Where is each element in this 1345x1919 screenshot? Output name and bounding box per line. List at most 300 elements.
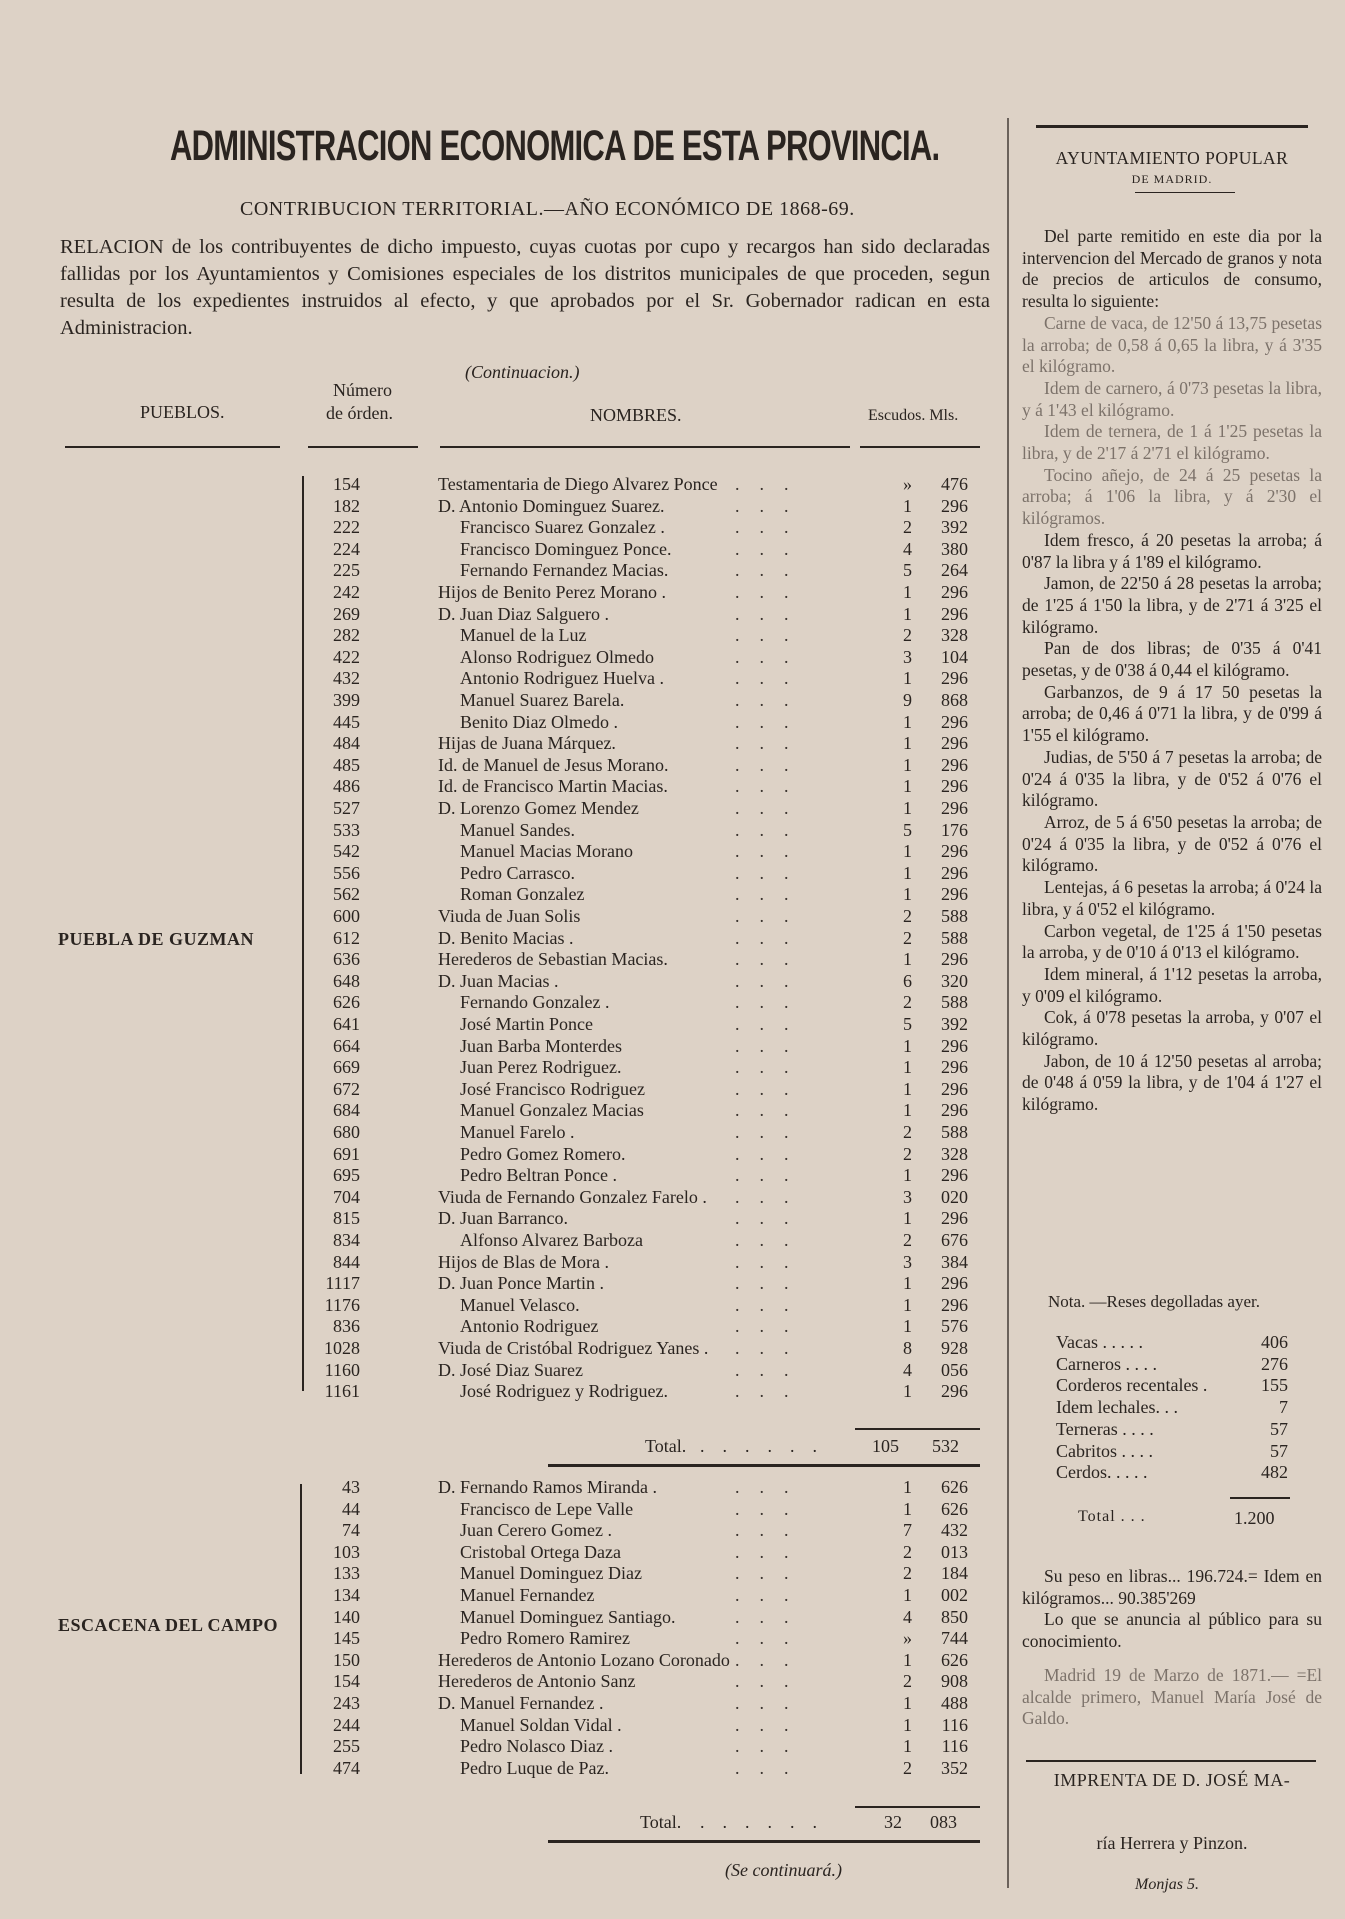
- escudos-value: 3: [903, 1251, 912, 1272]
- right-subtitle: DE MADRID.: [1131, 172, 1213, 186]
- contributor-name: Juan Cerero Gomez .: [460, 1520, 612, 1541]
- leader-dots: ...: [735, 1477, 809, 1497]
- milesimas-value: 296: [941, 1273, 968, 1294]
- total-escudos: 105: [872, 1436, 899, 1456]
- contributor-name: Cristobal Ortega Daza: [460, 1541, 621, 1562]
- leader-dots: ...: [735, 1078, 809, 1099]
- milesimas-value: 013: [941, 1541, 968, 1562]
- escudos-value: 2: [903, 906, 912, 926]
- milesimas-value: 432: [941, 1520, 968, 1541]
- report-paragraph: Del parte remitido en este dia por la intervencion del Mercado de granos y nota de precios de articulos de consumo, resulta lo siguiente:: [1022, 226, 1322, 312]
- escudos-value: 1: [903, 668, 912, 689]
- header-pueblos: PUEBLOS.: [140, 402, 225, 422]
- leader-dots: ...: [735, 1230, 809, 1250]
- escudos-value: 9: [903, 690, 912, 710]
- order-number: 704: [333, 1186, 360, 1207]
- leader-dots: ...: [735, 949, 809, 970]
- milesimas-value: 476: [941, 474, 968, 494]
- milesimas-value: 184: [941, 1563, 968, 1584]
- contributor-name: Francisco Suarez Gonzalez .: [460, 517, 665, 538]
- escudos-value: 6: [903, 970, 912, 991]
- milesimas-value: 576: [941, 1316, 968, 1337]
- order-number: 225: [333, 560, 360, 581]
- escudos-value: 1: [903, 1585, 912, 1605]
- milesimas-value: 676: [941, 1230, 968, 1250]
- header-rule: [308, 446, 418, 448]
- order-number: 432: [333, 668, 360, 689]
- escudos-value: 2: [903, 625, 912, 646]
- leader-dots: ...: [735, 1035, 809, 1056]
- leader-dots: ...: [735, 1498, 809, 1519]
- leader-dots: ...: [735, 1359, 809, 1380]
- milesimas-value: 392: [941, 1014, 968, 1034]
- order-number: 562: [333, 884, 360, 905]
- town-escacena-del-campo: ESCACENA DEL CAMPO: [58, 1615, 279, 1635]
- leader-dots: ...: [735, 1757, 809, 1778]
- milesimas-value: 296: [941, 582, 968, 602]
- escudos-value: 1: [903, 1208, 912, 1229]
- milesimas-value: 626: [941, 1498, 968, 1519]
- order-number: 133: [333, 1563, 360, 1584]
- order-number: 527: [333, 798, 360, 818]
- contributor-name: Manuel Sandes.: [460, 819, 575, 840]
- milesimas-value: 296: [941, 841, 968, 862]
- subtitle: CONTRIBUCION TERRITORIAL.—AÑO ECONÓMICO DE 1868-69.: [240, 198, 855, 220]
- leader-dots: ...: [735, 582, 809, 602]
- contributor-name: Alonso Rodriguez Olmedo: [460, 646, 654, 667]
- leader-dots: ...: [735, 1251, 809, 1272]
- leader-dots: ...: [735, 1628, 809, 1649]
- leader-dots: ...: [735, 970, 809, 991]
- contributor-name: D. Juan Diaz Salguero .: [438, 603, 609, 624]
- contributor-name: Francisco Dominguez Ponce.: [460, 538, 672, 559]
- leader-dots: ...: [735, 690, 809, 710]
- milesimas-value: 296: [941, 1035, 968, 1056]
- escudos-value: 1: [903, 1294, 912, 1315]
- escudos-value: 2: [903, 1230, 912, 1250]
- leader-dots: ...: [735, 884, 809, 905]
- header-rule: [860, 446, 980, 448]
- contributor-name: Manuel Soldan Vidal .: [460, 1714, 622, 1735]
- order-number: 684: [333, 1100, 360, 1121]
- imprenta-line-1: IMPRENTA DE D. JOSÉ MA-: [1053, 1770, 1291, 1790]
- escudos-value: 1: [903, 1381, 912, 1402]
- contributor-name: D. José Diaz Suarez: [438, 1359, 583, 1380]
- contributor-name: Benito Diaz Olmedo .: [460, 711, 618, 732]
- contributor-name: Pedro Romero Ramirez: [460, 1628, 630, 1649]
- report-paragraph: Idem de ternera, de 1 á 1'25 pesetas la libra, y de 2'17 á 2'71 el kilógramo.: [1022, 421, 1322, 464]
- leader-dots: ...: [735, 1381, 809, 1402]
- contributor-name: D. Juan Barranco.: [438, 1208, 568, 1229]
- milesimas-value: 744: [941, 1628, 968, 1649]
- milesimas-value: 320: [941, 970, 968, 991]
- total-milesimas: 532: [932, 1436, 959, 1456]
- leader-dots: ...: [735, 776, 809, 797]
- report-paragraph: Judias, de 5'50 á 7 pesetas la arroba; de 0'24 á 0'35 la libra, y de 0'52 á 0'76 el kilógramo.: [1022, 746, 1322, 811]
- contributor-name: Manuel Dominguez Diaz: [460, 1563, 642, 1584]
- town-puebla-de-guzman: PUEBLA DE GUZMAN: [58, 929, 255, 949]
- section-rule: [548, 1840, 980, 1843]
- leader-dots: ...: [735, 1208, 809, 1229]
- reses-value: 482: [1261, 1462, 1288, 1483]
- order-number: 664: [333, 1035, 360, 1056]
- escudos-value: 1: [903, 733, 912, 754]
- leader-dots: ...: [735, 819, 809, 840]
- order-number: 140: [333, 1606, 360, 1627]
- milesimas-value: 116: [941, 1714, 968, 1735]
- leader-dots: ...: [735, 1165, 809, 1186]
- report-paragraph: Pan de dos libras; de 0'35 á 0'41 pesetas, y de 0'38 á 0,44 el kilógramo.: [1022, 638, 1322, 681]
- milesimas-value: 296: [941, 711, 968, 732]
- contributor-name: D. Juan Ponce Martin .: [438, 1273, 604, 1294]
- contributor-name: D. Juan Macias .: [438, 970, 559, 991]
- contributor-name: Viuda de Juan Solis: [438, 906, 581, 926]
- order-number: 485: [333, 754, 360, 775]
- contributor-name: Antonio Rodriguez Huelva .: [460, 668, 664, 689]
- report-paragraph: Carbon vegetal, de 1'25 á 1'50 pesetas la arroba, y de 0'10 á 0'13 el kilógramo.: [1022, 920, 1322, 963]
- header-de-orden: de órden.: [326, 403, 393, 423]
- contributor-name: Manuel Macias Morano: [460, 841, 633, 862]
- milesimas-value: 488: [941, 1693, 968, 1713]
- milesimas-value: 296: [941, 1057, 968, 1078]
- order-number: 243: [333, 1693, 360, 1713]
- order-number: 242: [333, 582, 360, 602]
- milesimas-value: 908: [941, 1671, 968, 1692]
- peso-line: Su peso en libras... 196.724.= Idem en kilógramos... 90.385'269: [1022, 1566, 1322, 1608]
- order-number: 154: [333, 1671, 360, 1692]
- contributor-name: Viuda de Fernando Gonzalez Farelo .: [438, 1186, 707, 1207]
- escudos-value: 2: [903, 1563, 912, 1584]
- leader-dots: ...: [735, 1294, 809, 1315]
- escudos-value: 1: [903, 884, 912, 905]
- contributor-name: Pedro Carrasco.: [460, 862, 575, 883]
- milesimas-value: 626: [941, 1649, 968, 1670]
- order-number: 154: [333, 474, 360, 494]
- anuncia-line: Lo que se anuncia al público para su conocimiento.: [1022, 1609, 1322, 1652]
- reses-value: 155: [1261, 1375, 1288, 1396]
- reses-label: Carneros . . . .: [1056, 1353, 1157, 1374]
- contributor-name: José Francisco Rodriguez: [460, 1078, 645, 1099]
- milesimas-value: 296: [941, 1078, 968, 1099]
- total-milesimas: 083: [930, 1812, 957, 1832]
- milesimas-value: 296: [941, 1100, 968, 1121]
- imprenta-line-2: ría Herrera y Pinzon.: [1096, 1833, 1248, 1853]
- contributor-name: D. Lorenzo Gomez Mendez: [438, 798, 639, 818]
- order-number: 445: [333, 711, 360, 732]
- leader-dots: ...: [735, 538, 809, 559]
- leader-dots: ...: [735, 1100, 809, 1121]
- escudos-value: 1: [903, 798, 912, 818]
- milesimas-value: 264: [941, 560, 968, 581]
- total-rule: [855, 1806, 980, 1808]
- leader-dots: ...: [735, 711, 809, 732]
- leader-dots: ...: [735, 1541, 809, 1562]
- report-paragraph: Tocino añejo, de 24 á 25 pesetas la arroba; á 1'06 la libra, y á 2'30 el kilógramos.: [1022, 464, 1322, 529]
- contributor-name: Antonio Rodriguez: [460, 1316, 599, 1337]
- milesimas-value: 626: [941, 1477, 968, 1497]
- leader-dots: ...: [735, 906, 809, 926]
- escudos-value: 1: [903, 1693, 912, 1713]
- escudos-value: 1: [903, 582, 912, 602]
- escudos-value: 7: [903, 1520, 912, 1541]
- escudos-value: 5: [903, 1014, 912, 1034]
- leader-dots: ...: [735, 841, 809, 862]
- reses-label: Corderos recentales .: [1056, 1375, 1208, 1396]
- escudos-value: 1: [903, 1165, 912, 1186]
- escudos-value: 1: [903, 754, 912, 775]
- milesimas-value: 176: [941, 819, 968, 840]
- order-number: 422: [333, 646, 360, 667]
- reses-value: 57: [1270, 1418, 1288, 1439]
- contributor-name: Herederos de Sebastian Macias.: [438, 949, 668, 970]
- contributor-name: Id. de Francisco Martin Macias.: [438, 776, 668, 797]
- right-report-text: [1022, 226, 1322, 1116]
- contributor-name: Testamentaria de Diego Alvarez Ponce: [438, 474, 718, 494]
- escudos-value: 1: [903, 495, 912, 516]
- order-number: 134: [333, 1585, 360, 1605]
- contributor-name: José Martin Ponce: [460, 1014, 593, 1034]
- total-label: Total.: [645, 1436, 687, 1456]
- escudos-value: 1: [903, 1078, 912, 1099]
- leader-dots: ...: [735, 474, 809, 494]
- escudos-value: 5: [903, 560, 912, 581]
- imprenta-address: Monjas 5.: [1135, 1876, 1199, 1893]
- order-number: 600: [333, 906, 360, 926]
- report-paragraph: Idem de carnero, á 0'73 pesetas la libra, y á 1'43 el kilógramo.: [1022, 377, 1322, 420]
- brace-line: [300, 1484, 302, 1774]
- leader-dots: ...: [735, 798, 809, 818]
- contributor-name: Francisco de Lepe Valle: [460, 1498, 634, 1519]
- milesimas-value: 296: [941, 1381, 968, 1402]
- order-number: 222: [333, 517, 360, 538]
- header-rule: [65, 446, 280, 448]
- contributor-name: Juan Barba Monterdes: [460, 1035, 622, 1056]
- report-paragraph: Idem fresco, á 20 pesetas la arroba; á 0'87 la libra y á 1'89 el kilógramo.: [1022, 529, 1322, 572]
- contributor-name: Roman Gonzalez: [460, 884, 585, 905]
- milesimas-value: 020: [941, 1186, 968, 1207]
- contributor-name: Pedro Luque de Paz.: [460, 1757, 609, 1778]
- total-escudos: 32: [884, 1812, 902, 1832]
- order-number: 474: [333, 1757, 360, 1778]
- leader-dots: ...: [735, 1014, 809, 1034]
- milesimas-value: 296: [941, 884, 968, 905]
- order-number: 244: [333, 1714, 360, 1735]
- order-number: 486: [333, 776, 360, 797]
- order-number: 145: [333, 1628, 360, 1649]
- order-number: 282: [333, 625, 360, 646]
- total-label: Total.: [640, 1812, 682, 1832]
- contributor-name: Alfonso Alvarez Barboza: [460, 1230, 643, 1250]
- milesimas-value: 928: [941, 1338, 968, 1358]
- order-number: 815: [333, 1208, 360, 1229]
- escudos-value: 1: [903, 1649, 912, 1670]
- escudos-value: 4: [903, 1359, 912, 1380]
- escudos-value: 1: [903, 1057, 912, 1078]
- contributor-name: Fernando Gonzalez .: [460, 992, 610, 1013]
- escudos-value: 4: [903, 1606, 912, 1627]
- escudos-value: 2: [903, 1122, 912, 1142]
- order-number: 695: [333, 1165, 360, 1186]
- milesimas-value: 868: [941, 690, 968, 710]
- leader-dots: ...: [735, 1585, 809, 1605]
- leader-dots: ...: [735, 862, 809, 883]
- order-number: 672: [333, 1078, 360, 1099]
- total-dots: ......: [700, 1436, 835, 1456]
- contributor-name: Manuel Suarez Barela.: [460, 690, 625, 710]
- contributor-name: Hijos de Blas de Mora .: [438, 1251, 609, 1272]
- leader-dots: ...: [735, 646, 809, 667]
- contributor-name: Pedro Nolasco Diaz .: [460, 1736, 613, 1757]
- reses-total-value: 1.200: [1234, 1508, 1275, 1528]
- contributor-name: Pedro Beltran Ponce .: [460, 1165, 617, 1186]
- milesimas-value: 002: [941, 1585, 968, 1605]
- leader-dots: ...: [735, 1563, 809, 1584]
- header-escudos: Escudos. Mls.: [868, 407, 959, 424]
- escudos-value: 3: [903, 1186, 912, 1207]
- reses-value: 276: [1261, 1353, 1288, 1374]
- header-rule: [440, 446, 850, 448]
- escudos-value: 3: [903, 646, 912, 667]
- contributor-name: Hijas de Juana Márquez.: [438, 733, 616, 754]
- escudos-value: 8: [903, 1338, 912, 1358]
- right-title: AYUNTAMIENTO POPULAR: [1055, 148, 1289, 168]
- leader-dots: ...: [735, 603, 809, 624]
- leader-dots: ...: [735, 1316, 809, 1337]
- milesimas-value: 296: [941, 1294, 968, 1315]
- leader-dots: ...: [735, 1338, 809, 1358]
- milesimas-value: 850: [941, 1606, 968, 1627]
- escudos-value: 1: [903, 949, 912, 970]
- continuation-footer: (Se continuará.): [725, 1860, 842, 1880]
- milesimas-value: 296: [941, 754, 968, 775]
- right-title-rule: [1135, 192, 1235, 193]
- escudos-value: 2: [903, 992, 912, 1013]
- escudos-value: 1: [903, 862, 912, 883]
- order-number: 269: [333, 603, 360, 624]
- order-number: 74: [342, 1520, 360, 1541]
- report-paragraph: Jamon, de 22'50 á 28 pesetas la arroba; de 1'25 á 1'50 la libra, y de 2'71 á 3'25 el kilógramo.: [1022, 573, 1322, 637]
- contributor-name: Manuel Gonzalez Macias: [460, 1100, 644, 1121]
- total-rule: [855, 1428, 980, 1430]
- order-number: 648: [333, 970, 360, 991]
- order-number: 1028: [324, 1338, 360, 1358]
- continuation-note: (Continuacion.): [465, 362, 580, 382]
- order-number: 182: [333, 495, 360, 516]
- order-number: 680: [333, 1122, 360, 1142]
- reses-total-label: Total . . .: [1078, 1508, 1146, 1525]
- order-number: 1161: [324, 1381, 360, 1402]
- escudos-value: 1: [903, 1273, 912, 1294]
- order-number: 669: [333, 1057, 360, 1078]
- reses-label: Cabritos . . . .: [1056, 1440, 1153, 1461]
- order-number: 1117: [325, 1273, 360, 1294]
- escudos-value: 1: [903, 841, 912, 862]
- leader-dots: ...: [735, 927, 809, 948]
- leader-dots: ...: [735, 733, 809, 754]
- order-number: 255: [333, 1736, 360, 1757]
- header-nombres: NOMBRES.: [590, 405, 682, 425]
- leader-dots: ...: [735, 668, 809, 689]
- right-top-rule: [1036, 125, 1308, 128]
- report-paragraph: Cok, á 0'78 pesetas la arroba, y 0'07 el kilógramo.: [1022, 1007, 1322, 1050]
- leader-dots: ...: [735, 517, 809, 538]
- escudos-value: 1: [903, 603, 912, 624]
- leader-dots: ...: [735, 1143, 809, 1164]
- intro-paragraph: RELACION de los contribuyentes de dicho impuesto, cuyas cuotas por cupo y recargos han sido declaradas fallidas por los Ayuntamientos y Comisiones especiales de los distritos municipales de que proceden, segun resulta de los expedientes instruidos al efecto, y que aprobados por el Sr. Gobernador radican en esta Administracion.: [60, 236, 990, 339]
- milesimas-value: 380: [941, 538, 968, 559]
- milesimas-value: 296: [941, 1208, 968, 1229]
- total-dots: ......: [700, 1812, 835, 1832]
- milesimas-value: 352: [941, 1757, 968, 1778]
- header-numero: Número: [333, 380, 392, 400]
- reses-value: 57: [1270, 1440, 1288, 1461]
- page-title: ADMINISTRACION ECONOMICA DE ESTA PROVINCIA.: [170, 122, 940, 170]
- reses-value: 7: [1279, 1397, 1288, 1418]
- escudos-value: 4: [903, 538, 912, 559]
- report-paragraph: Idem mineral, á 1'12 pesetas la arroba, y 0'09 el kilógramo.: [1022, 963, 1322, 1006]
- milesimas-value: 588: [941, 927, 968, 948]
- contributor-name: Manuel Dominguez Santiago.: [460, 1606, 676, 1627]
- order-number: 43: [342, 1477, 360, 1497]
- contributor-name: Juan Perez Rodriguez.: [460, 1057, 622, 1078]
- escudos-value: 2: [903, 1757, 912, 1778]
- firma-line: Madrid 19 de Marzo de 1871.— =El alcalde primero, Manuel María José de Galdo.: [1022, 1664, 1322, 1729]
- order-number: 150: [333, 1649, 360, 1670]
- milesimas-value: 328: [941, 1143, 968, 1164]
- contributor-name: Herederos de Antonio Lozano Coronado: [438, 1649, 730, 1670]
- milesimas-value: 328: [941, 625, 968, 646]
- contributor-name: José Rodriguez y Rodriguez.: [460, 1381, 668, 1402]
- leader-dots: ...: [735, 1736, 809, 1757]
- escudos-value: 1: [903, 776, 912, 797]
- escudos-value: 1: [903, 1498, 912, 1519]
- reses-label: Idem lechales. . .: [1056, 1397, 1178, 1418]
- reses-label: Terneras . . . .: [1056, 1418, 1154, 1439]
- report-paragraph: Arroz, de 5 á 6'50 pesetas la arroba; de 0'24 á 0'35 la libra, y de 0'52 á 0'76 el kilógramo.: [1022, 811, 1322, 876]
- leader-dots: ...: [735, 1714, 809, 1735]
- peso-text: [1022, 1566, 1322, 1730]
- leader-dots: ...: [735, 1186, 809, 1207]
- leader-dots: ...: [735, 1671, 809, 1692]
- leader-dots: ...: [735, 992, 809, 1013]
- contributor-name: Manuel de la Luz: [460, 625, 587, 646]
- order-number: 844: [333, 1251, 360, 1272]
- reses-label: Cerdos. . . . .: [1056, 1462, 1148, 1483]
- leader-dots: ...: [735, 1693, 809, 1713]
- escudos-value: 1: [903, 1714, 912, 1735]
- escudos-value: 2: [903, 1671, 912, 1692]
- leader-dots: ...: [735, 1273, 809, 1294]
- report-paragraph: Garbanzos, de 9 á 17 50 pesetas la arroba; de 0,46 á 0'71 la libra, y de 0'99 á 1'55 el kilógramo.: [1022, 681, 1322, 746]
- milesimas-value: 296: [941, 495, 968, 516]
- report-paragraph: Lentejas, á 6 pesetas la arroba; á 0'24 la libra, y á 0'52 el kilógramo.: [1022, 877, 1322, 919]
- contributor-name: D. Antonio Dominguez Suarez.: [438, 495, 665, 516]
- reses-label: Vacas . . . . .: [1056, 1332, 1143, 1352]
- order-number: 626: [333, 992, 360, 1013]
- order-number: 691: [333, 1143, 360, 1164]
- escudos-value: 1: [903, 1100, 912, 1121]
- milesimas-value: 588: [941, 1122, 968, 1142]
- escudos-value: 5: [903, 819, 912, 840]
- reses-value: 406: [1261, 1332, 1288, 1352]
- contributor-name: Manuel Velasco.: [460, 1294, 580, 1315]
- contributor-name: Herederos de Antonio Sanz: [438, 1671, 636, 1692]
- column-divider: [1007, 118, 1009, 1888]
- milesimas-value: 296: [941, 798, 968, 818]
- milesimas-value: 392: [941, 517, 968, 538]
- leader-dots: ...: [735, 754, 809, 775]
- contributor-name: Manuel Farelo .: [460, 1122, 575, 1142]
